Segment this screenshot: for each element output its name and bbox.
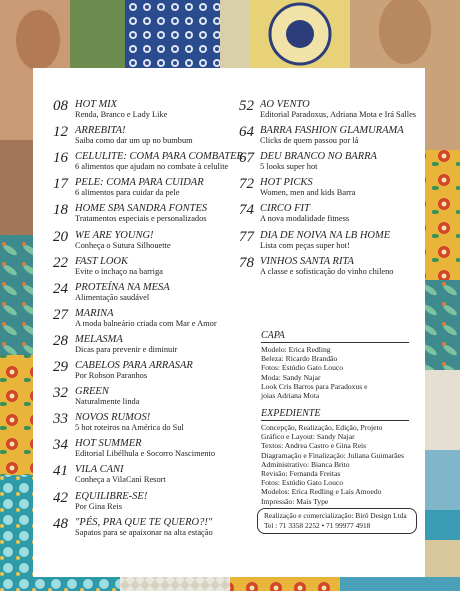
toc-entry-description: A classe e sofisticação do vinho chileno [260, 266, 394, 276]
capa-credits [261, 330, 409, 400]
toc-entry-description: A moda balneário criada com Mar e Amor [75, 318, 217, 328]
toc-entry-description: A nova modalidade fitness [260, 214, 350, 224]
toc-page-number: 48 [53, 515, 68, 532]
credit-line: Revisão: Fernanda Freitas [261, 469, 341, 479]
toc-entry-title: DIA DE NOIVA NA LB HOME [260, 229, 391, 241]
expediente-heading: EXPEDIENTE [261, 408, 409, 421]
toc-page-number: 34 [53, 437, 68, 454]
credit-line: Moda: Sandy Najar [261, 372, 321, 382]
toc-entry-description: Clicks de quem passou por lá [260, 136, 359, 146]
toc-entry-title: WE ARE YOUNG! [75, 229, 154, 241]
toc-entry-title: NOVOS RUMOS! [75, 412, 151, 424]
toc-entry-title: HOME SPA SANDRA FONTES [75, 203, 208, 215]
toc-entry-description: Alimentação saudável [75, 292, 150, 302]
toc-page-number: 67 [239, 150, 254, 167]
contact-box [257, 508, 417, 534]
toc-entry-description: Naturalmente linda [75, 397, 140, 407]
toc-entry-description: Saiba como dar um up no bumbum [75, 136, 193, 146]
toc-entry-title: FAST LOOK [75, 255, 129, 267]
credit-line: Gráfico e Layout: Sandy Najar [261, 432, 355, 442]
credit-line: Textos: Andrea Castro e Gina Reis [261, 441, 367, 451]
toc-entry-title: VILA CANI [75, 464, 124, 476]
credit-line: Modelos: Erica Redling e Lais Amoedo [261, 487, 382, 497]
toc-page-number: 17 [53, 176, 68, 193]
toc-entry-title: BARRA FASHION GLAMURAMA [260, 125, 404, 137]
toc-entry-description: Editorial Libélhula e Socorro Nascimento [75, 449, 216, 459]
toc-entry-description: 5 hot roteiros na América do Sul [75, 423, 184, 433]
toc-page-number: 28 [53, 332, 68, 349]
toc-page-number: 20 [53, 228, 68, 245]
credit-line: Beleza: Ricardo Brandão [261, 354, 338, 364]
toc-page-number: 18 [53, 202, 68, 219]
toc-entry-description: Conheça o Sutura Silhouette [75, 240, 171, 250]
toc-entry-description: Editorial Paradoxus, Adriana Mota e Irá Salles [260, 110, 417, 119]
toc-page-number: 22 [53, 254, 68, 271]
toc-entry-title: DEU BRANCO NO BARRA [260, 151, 377, 163]
toc-page-number: 24 [53, 280, 68, 297]
credit-line: Administrativo: Bianca Brito [261, 459, 350, 469]
toc-entry-description: Renda, Branco e Lady Like [75, 110, 168, 119]
credit-line: Look Cris Barros para Paradoxus e [261, 381, 368, 391]
toc-entry-description: Dicas para prevenir e diminuir [75, 344, 178, 354]
toc-entry-title: AO VENTO [260, 99, 310, 110]
credit-line: Concepção, Realização, Edição, Projeto [261, 423, 383, 432]
toc-page-number: 74 [239, 202, 254, 219]
toc-entry-description: Conheça a VilaCanì Resort [75, 475, 166, 485]
toc-entry-title: GREEN [75, 386, 109, 398]
toc-entry-title: HOT PICKS [260, 177, 313, 189]
toc-entry-description: Tratamentos especiais e personalizados [75, 214, 207, 224]
toc-page-number: 33 [53, 411, 68, 428]
toc-page-number: 27 [53, 306, 68, 323]
toc-page-number: 29 [53, 359, 68, 375]
toc-entry-title: MELASMA [75, 333, 123, 345]
toc-page-number: 42 [53, 489, 68, 506]
toc-entry-title: HOT MIX [75, 99, 118, 110]
toc-entry-description: Evite o inchaço na barriga [75, 266, 163, 276]
toc-entry-title: VINHOS SANTA RITA [260, 255, 354, 267]
toc-entry-title: CELULITE: COMA PARA COMBATER [75, 151, 243, 163]
toc-page-number: 52 [239, 98, 254, 114]
toc-page-number: 32 [53, 385, 68, 402]
credit-line: Diagramação e Finalização: Juliana Guimarães [261, 450, 404, 460]
toc-page-number: 12 [53, 124, 68, 141]
expediente-credits [261, 408, 409, 506]
toc-entry-description: Por Robson Paranhos [75, 371, 148, 380]
toc-entry-title: MARINA [75, 307, 114, 319]
toc-entry-description: 6 alimentos que ajudam no combate à celulite [75, 162, 229, 172]
toc-entry-title: PELE: COMA PARA CUIDAR [75, 177, 204, 189]
toc-entry-title: ARREBITA! [75, 125, 126, 137]
toc-page-number: 78 [239, 254, 254, 271]
toc-page-number: 72 [239, 176, 254, 193]
toc-entry-title: "PÉS, PRA QUE TE QUERO?!" [75, 516, 213, 528]
toc-entry-description: 6 alimentos para cuidar da pele [75, 188, 180, 198]
toc-page-number: 77 [239, 228, 254, 245]
table-of-contents-panel [33, 68, 425, 577]
toc-page-number: 64 [239, 124, 254, 141]
toc-page-number: 08 [53, 98, 68, 114]
contact-line-company: Realização e comercialização: Birô Design Ltda [264, 511, 407, 520]
capa-heading: CAPA [261, 330, 409, 343]
toc-entry-title: EQUILIBRE-SE! [75, 490, 148, 502]
credit-line: Fotos: Estúdio Gato Louco [261, 478, 344, 488]
toc-page-number: 41 [53, 463, 68, 480]
expediente-lines [261, 423, 409, 506]
capa-lines [261, 345, 409, 400]
credit-line: Impressão: Mais Type [261, 496, 329, 506]
toc-entry-description: Por Gina Reis [75, 501, 122, 511]
credit-line: Fotos: Estúdio Gato Louco [261, 363, 344, 373]
toc-entry-description: Sapatos para se apaixonar na alta estação [75, 527, 213, 537]
credit-line: joias Adriana Mota [261, 391, 320, 401]
toc-entry-title: CABELOS PARA ARRASAR [75, 360, 193, 371]
toc-entry-description: Lista com peças super hot! [260, 240, 350, 250]
contact-line-phone: Tel : 71 3358 2252 • 71 99977 4918 [264, 520, 371, 530]
toc-entry-title: CIRCO FIT [260, 203, 310, 215]
toc-entry-description: 5 looks super hot [260, 162, 318, 172]
toc-entry-title: HOT SUMMER [75, 438, 142, 450]
toc-entry-title: PROTEÍNA NA MESA [75, 281, 170, 293]
toc-page-number: 16 [53, 150, 68, 167]
credit-line: Modelo: Erica Redling [261, 345, 331, 354]
toc-entry-description: Women, men and kids Barra [260, 188, 356, 198]
